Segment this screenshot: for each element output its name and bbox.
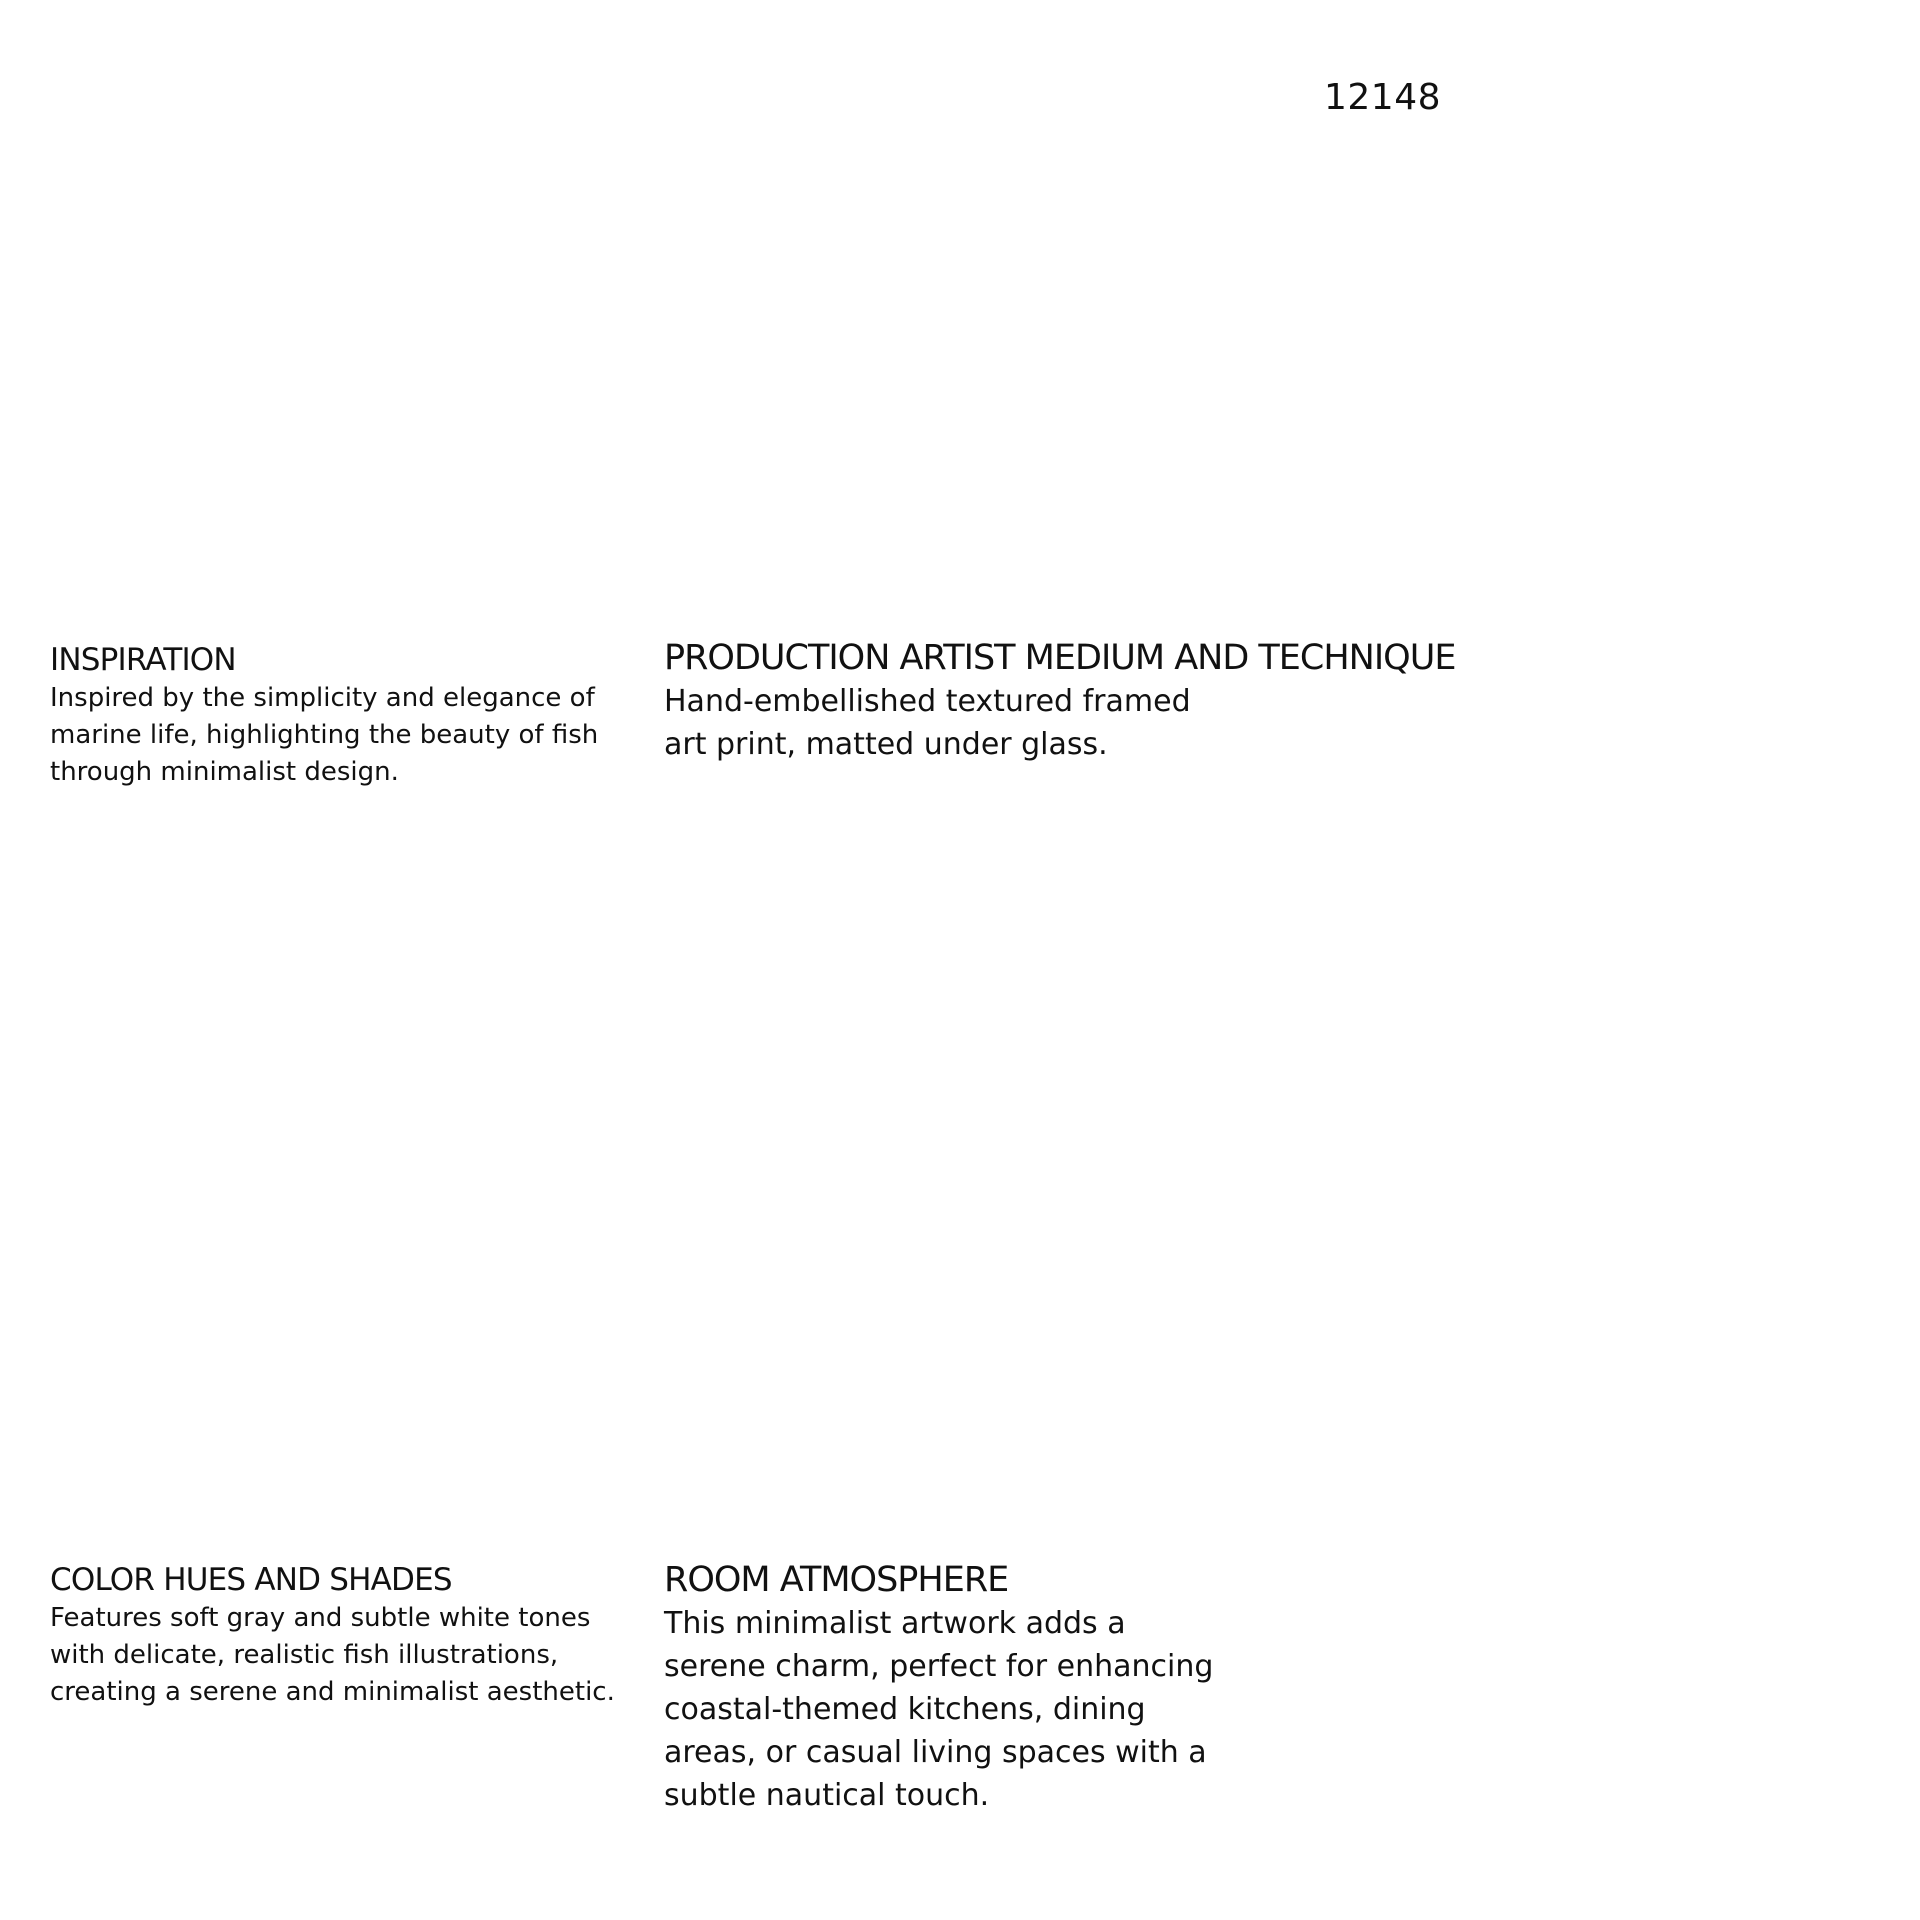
color-text: Features soft gray and subtle white tones with delicate, realistic fish illustrations, creating a serene and minimalist aesthetic. (50, 1603, 615, 1707)
inspiration-text: Inspired by the simplicity and elegance of marine life, highlighting the beauty of fish through minimalist design. (50, 683, 599, 787)
room-heading: ROOM ATMOSPHERE (664, 1560, 1009, 1600)
room-section (664, 1558, 1224, 1817)
production-heading: PRODUCTION ARTIST MEDIUM AND TECHNIQUE (664, 638, 1456, 678)
production-text: Hand-embellished textured framed art print, matted under glass. (664, 684, 1191, 762)
room-text: This minimalist artwork adds a serene charm, perfect for enhancing coastal-themed kitchens, dining areas, or casual living spaces with a subtle nautical touch. (664, 1606, 1214, 1813)
inspiration-heading: INSPIRATION (50, 642, 236, 678)
color-heading: COLOR HUES AND SHADES (50, 1562, 452, 1598)
inspiration-section (50, 640, 640, 791)
color-section (50, 1560, 650, 1711)
production-section (664, 636, 1456, 766)
product-code: 12148 (1324, 77, 1442, 118)
